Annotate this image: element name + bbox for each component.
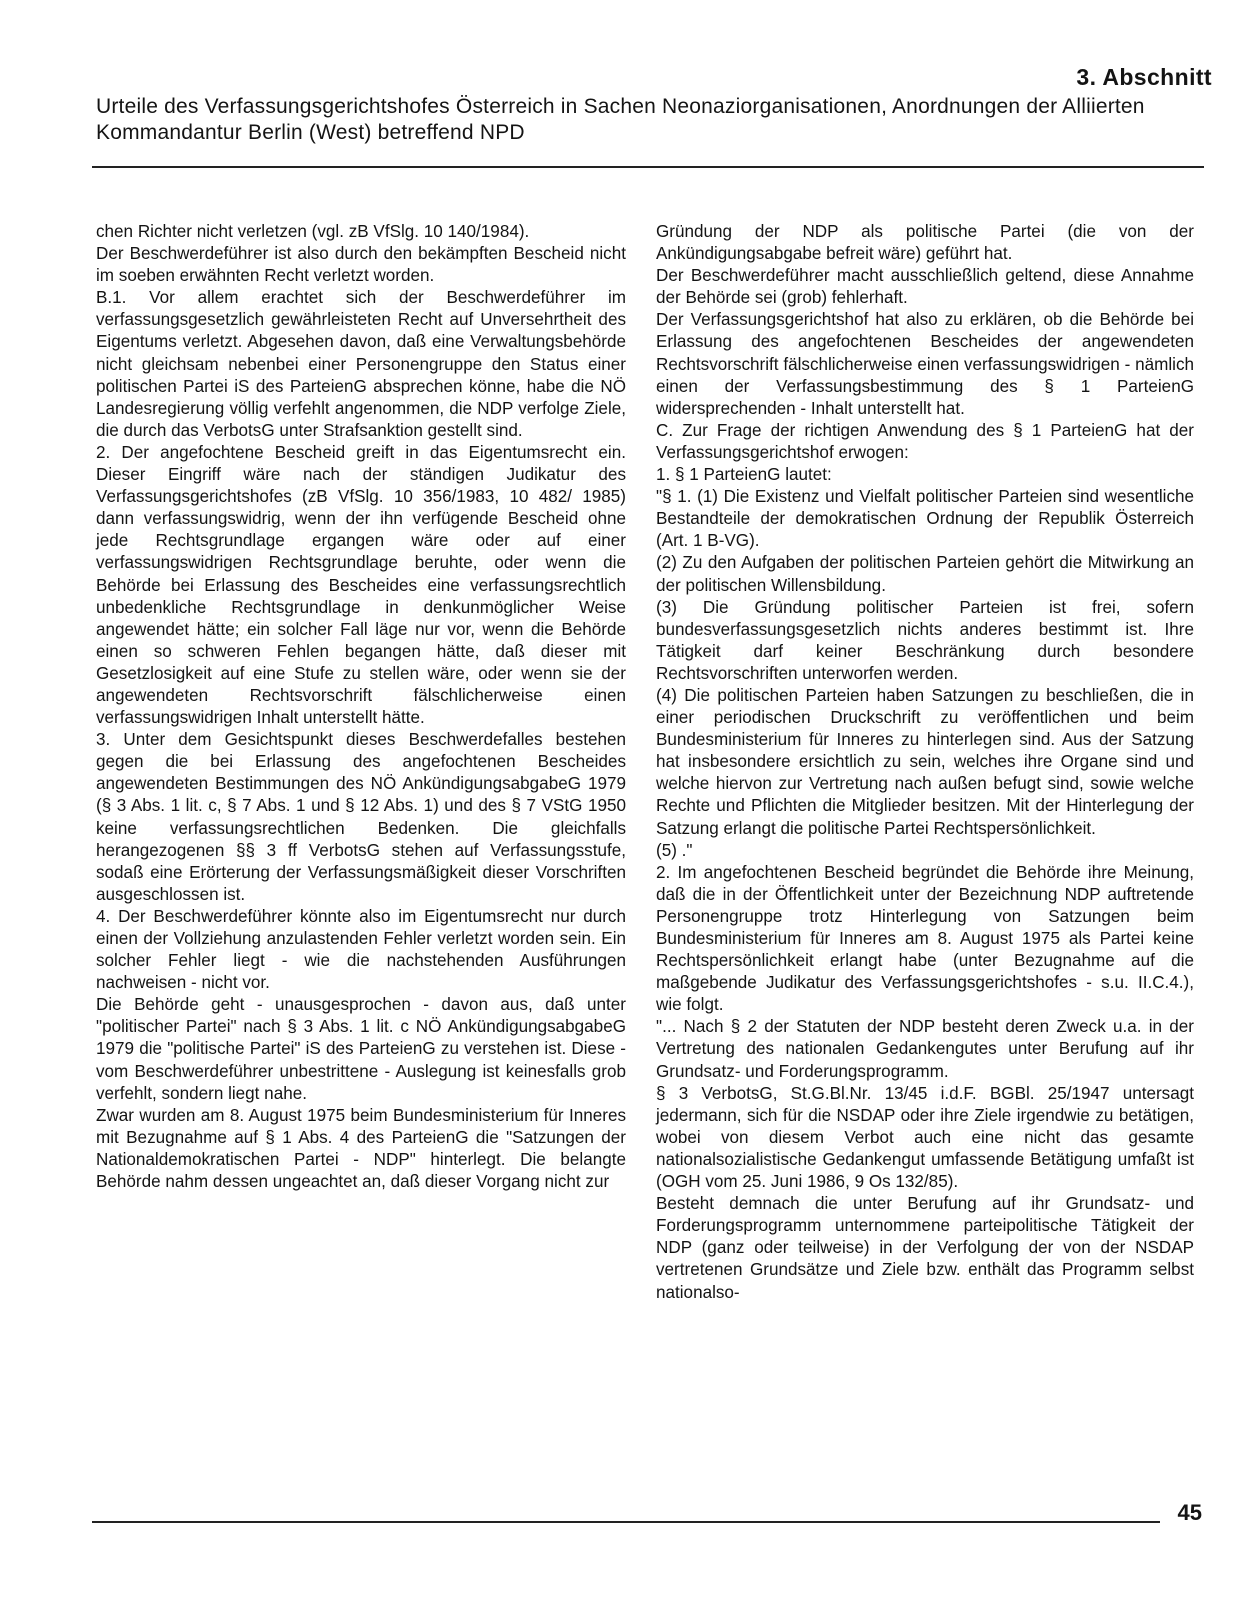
paragraph: 1. § 1 ParteienG lautet:: [656, 465, 832, 485]
paragraph: 3. Unter dem Gesichtspunkt dieses Beschwerdefalles bestehen gegen die bei Erlassung des angefochtenen Bescheides angewendeten Bestimmungen des NÖ AnkündigungsabgabeG 1979 (§ 3 Abs. 1 lit. c, § 7 Abs. 1 und § 12 Abs. 1) und des § 7 VStG 1950 keine verfassungsrechtlichen Bedenken. Die gleichfalls herangezogenen §§ 3 ff VerbotsG stehen auf Verfassungsstufe, sodaß eine Erörterung der Verfassungsmäßigkeit dieser Vorschriften ausgeschlossen ist.: [96, 730, 626, 904]
paragraph: (2) Zu den Aufgaben der politischen Parteien gehört die Mitwirkung an der politischen Willensbildung.: [656, 553, 1194, 595]
paragraph: chen Richter nicht verletzen (vgl. zB VfSlg. 10 140/1984).: [96, 222, 530, 241]
paragraph: 4. Der Beschwerdeführer könnte also im Eigentumsrecht nur durch einen der Vollziehung anzulastenden Fehler verletzt worden sein. Ein solcher Fehler liegt - wie die nachstehenden Ausführungen nachweisen - nicht vor.: [96, 906, 626, 993]
paragraph: "§ 1. (1) Die Existenz und Vielfalt politischer Parteien sind wesentliche Bestandteile der demokratischen Ordnung der Republik Österreich (Art. 1 B-VG).: [656, 487, 1194, 551]
paragraph: § 3 VerbotsG, St.G.Bl.Nr. 13/45 i.d.F. BGBl. 25/1947 untersagt jedermann, sich für die NSDAP oder ihre Ziele irgendwie zu betätigen, wobei von diesem Verbot auch eine nicht das gesamte nationalsozialistische Gedankengut umfassende Betätigung umfaßt ist (OGH vom 25. Juni 1986, 9 Os 132/85).: [656, 1083, 1194, 1192]
footer-divider: [92, 1521, 1160, 1523]
paragraph: Der Beschwerdeführer macht ausschließlich geltend, diese Annahme der Behörde sei (grob) fehlerhaft.: [656, 266, 1194, 308]
paragraph: Zwar wurden am 8. August 1975 beim Bundesministerium für Inneres mit Bezugnahme auf § 1 Abs. 4 des ParteienG die "Satzungen der Nationaldemokratischen Partei - NDP" hinterlegt. Die belangte Behörde nahm dessen ungeachtet an, daß dieser Vorgang nicht zur: [96, 1105, 626, 1192]
left-column: [96, 221, 626, 1193]
paragraph: C. Zur Frage der richtigen Anwendung des § 1 ParteienG hat der Verfassungsgerichtshof erwogen:: [656, 420, 1194, 462]
paragraph: Der Beschwerdeführer ist also durch den bekämpften Bescheid nicht im soeben erwähnten Recht verletzt worden.: [96, 244, 626, 286]
paragraph: 2. Im angefochtenen Bescheid begründet die Behörde ihre Meinung, daß die in der Öffentlichkeit unter der Bezeichnung NDP auftretende Personengruppe trotz Hinterlegung von Satzungen beim Bundesministerium für Inneres am 8. August 1975 als Partei keine Rechtspersönlichkeit erlangt habe (unter Bezugnahme auf die maßgebende Judikatur des Verfassungsgerichtshofes - s.u. II.C.4.), wie folgt.: [656, 862, 1194, 1015]
paragraph: "... Nach § 2 der Statuten der NDP besteht deren Zweck u.a. in der Vertretung des nationalen Gedankengutes unter Berufung auf ihr Grundsatz- und Forderungsprogramm.: [656, 1017, 1194, 1081]
paragraph: (4) Die politischen Parteien haben Satzungen zu beschließen, die in einer periodischen Druckschrift zu veröffentlichen und beim Bundesministerium für Inneres zu hinterlegen sind. Aus der Satzung hat insbesondere ersichtlich zu sein, welches ihre Organe sind und welche hiervon zur Vertretung nach außen befugt sind, sowie welche Rechte und Pflichten die Mitglieder besitzen. Mit der Hinterlegung der Satzung erlangt die politische Partei Rechtspersönlichkeit.: [656, 685, 1194, 838]
paragraph: Gründung der NDP als politische Partei (die von der Ankündigungsabgabe befreit wäre) geführt hat.: [656, 222, 1194, 264]
section-label: 3. Abschnitt: [1076, 64, 1212, 90]
right-column: [656, 221, 1194, 1304]
page-title: Urteile des Verfassungsgerichtshofes Österreich in Sachen Neonaziorganisationen, Anordnungen der Alliierten Kommandantur Berlin (West) betreffend NPD: [96, 95, 1145, 144]
header-divider: [92, 166, 1204, 168]
paragraph: Besteht demnach die unter Berufung auf ihr Grundsatz- und Forderungsprogramm unternommene parteipolitische Tätigkeit der NDP (ganz oder teilweise) in der Verfolgung der von der NSDAP vertretenen Grundsätze und Ziele bzw. enthält das Programm selbst nationalso-: [656, 1194, 1194, 1302]
page-header: [0, 0, 1240, 170]
page-footer: [0, 1500, 1240, 1560]
paragraph: B.1. Vor allem erachtet sich der Beschwerdeführer im verfassungsgesetzlich gewährleisteten Recht auf Unversehrtheit des Eigentums verletzt. Abgesehen davon, daß eine Verwaltungsbehörde nicht gleichsam nebenbei einer Personengruppe den Status einer politischen Partei iS des ParteienG absprechen könne, habe die NÖ Landesregierung völlig verfehlt angenommen, die NDP verfolge Ziele, die durch das VerbotsG unter Strafsanktion gestellt sind.: [96, 288, 626, 440]
paragraph: 2. Der angefochtene Bescheid greift in das Eigentumsrecht ein. Dieser Eingriff wäre nach der ständigen Judikatur des Verfassungsgerichtshofes (zB VfSlg. 10 356/1983, 10 482/ 1985) dann verfassungswidrig, wenn der ihn verfügende Bescheid ohne jede Rechtsgrundlage ergangen wäre oder auf einer verfassungswidrigen Rechtsgrundlage beruhte, oder wenn die Behörde bei Erlassung des Bescheides eine verfassungsrechtlich unbedenkliche Rechtsgrundlage in denkunmöglicher Weise angewendet hätte; ein solcher Fall läge nur vor, wenn die Behörde einen so schweren Fehlen begangen hätte, daß dieser mit Gesetzlosigkeit auf eine Stufe zu stellen wäre, oder wenn sie der angewendeten Rechtsvorschrift fälschlicherweise einen verfassungswidrigen Inhalt unterstellt hätte.: [96, 442, 626, 728]
paragraph: (3) Die Gründung politischer Parteien ist frei, sofern bundesverfassungsgesetzlich nichts anderes bestimmt ist. Ihre Tätigkeit darf keiner Beschränkung durch besondere Rechtsvorschriften unterworfen werden.: [656, 597, 1194, 683]
paragraph: (5) .": [656, 840, 693, 860]
paragraph: Die Behörde geht - unausgesprochen - davon aus, daß unter "politischer Partei" nach § 3 Abs. 1 lit. c NÖ AnkündigungsabgabeG 1979 die "politische Partei" iS des ParteienG zu verstehen ist. Diese - vom Beschwerdeführer unbestrittene - Auslegung ist keinesfalls grob verfehlt, sondern liegt nahe.: [96, 995, 626, 1103]
page-number: 45: [1177, 1500, 1202, 1525]
paragraph: Der Verfassungsgerichtshof hat also zu erklären, ob die Behörde bei Erlassung des angefochtenen Bescheides der angewendeten Rechtsvorschrift fälschlicherweise einen verfassungswidrigen - nämlich einen der Verfassungsbestimmung des § 1 ParteienG widersprechenden - Inhalt unterstellt hat.: [656, 310, 1194, 418]
